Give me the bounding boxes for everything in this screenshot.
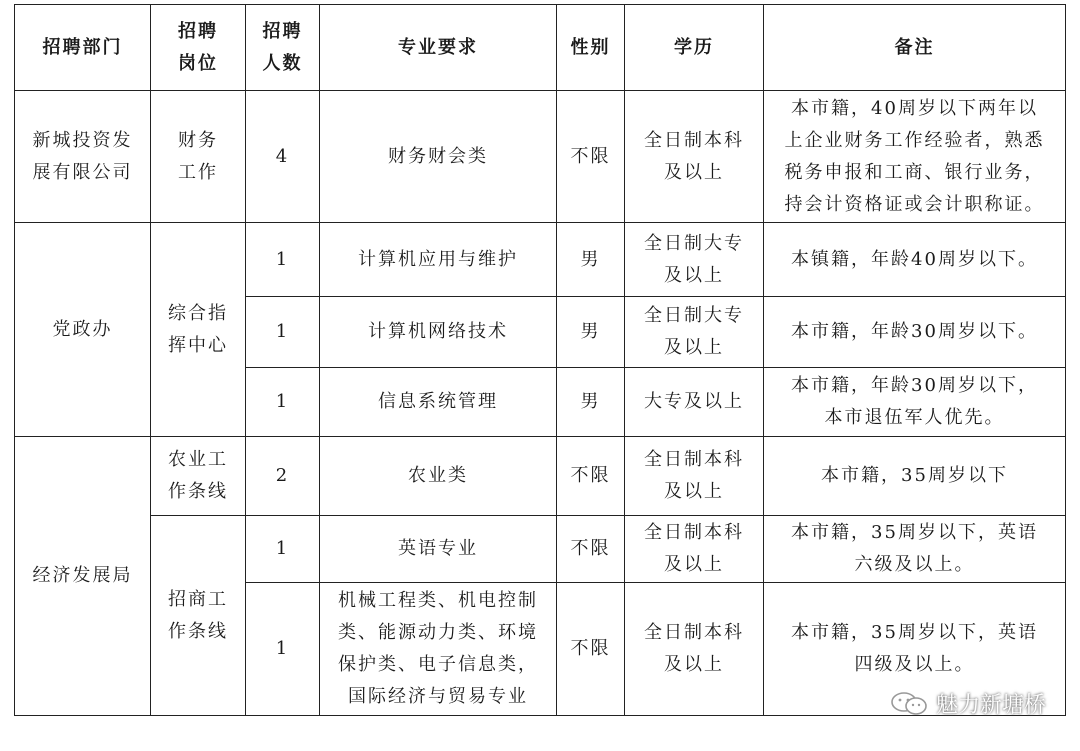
gender-cell: 不限 [557,516,625,583]
count-cell: 1 [246,368,320,437]
cell-line: 综合指 [168,302,228,324]
cell-line: 全日制大专 [644,305,744,326]
count-cell: 4 [246,91,320,223]
table-row [15,516,1066,583]
cell-line: 及以上 [664,161,724,183]
cell-line: 本市籍，年龄30周岁以下。 [791,321,1038,342]
gender-cell: 男 [557,368,625,437]
header-post [151,5,246,91]
count-cell: 1 [246,223,320,297]
header-count-line: 招聘 [262,20,303,42]
cell-line: 全日制本科 [644,622,744,643]
cell-line: 机械工程类、机电控制 [338,590,538,611]
header-dept: 招聘部门 [15,5,151,91]
cell-line: 挥中心 [168,334,228,356]
cell-line: 持会计资格证或会计职称证。 [784,193,1045,215]
cell-line: 本市籍，年龄30周岁以下， [791,375,1038,396]
edu-cell [625,91,764,223]
cell-line: 本市籍，40周岁以下两年以 [791,97,1038,119]
cell-line: 本镇籍，年龄40周岁以下。 [791,248,1038,270]
cell-line: 税务申报和工商、银行业务， [784,161,1045,183]
cell-line: 及以上 [664,337,724,358]
gender-cell: 不限 [557,91,625,223]
edu-cell [625,223,764,297]
cell-line: 招商工 [168,588,228,610]
cell-line: 党政办 [52,318,113,340]
cell-line: 类、能源动力类、环境 [338,622,538,643]
cell-line: 本市籍，35周岁以下，英语 [791,522,1038,543]
dept-cell [15,223,151,437]
cell-line: 作条线 [168,620,228,642]
header-row [15,5,1066,91]
cell-line: 及以上 [664,264,724,286]
cell-line: 六级及以上。 [854,554,975,575]
cell-line: 本市籍，35周岁以下，英语 [791,622,1038,643]
edu-cell [625,297,764,368]
header-edu: 学历 [625,5,764,91]
cell-line: 英语专业 [398,538,478,559]
count-cell: 1 [246,583,320,716]
dept-cell [15,91,151,223]
header-gender: 性别 [557,5,625,91]
cell-line: 及以上 [664,481,724,502]
cell-line: 全日制本科 [644,449,744,470]
count-cell: 2 [246,437,320,516]
table-row [15,437,1066,516]
cell-line: 大专及以上 [644,391,744,412]
major-cell [320,91,557,223]
cell-line: 本市籍，35周岁以下 [821,465,1008,486]
gender-cell: 男 [557,297,625,368]
cell-line: 财务 [178,129,218,151]
header-major: 专业要求 [320,5,557,91]
cell-line: 经济发展局 [32,565,133,586]
table-row [15,223,1066,297]
note-cell [764,223,1066,297]
gender-cell: 不限 [557,583,625,716]
cell-line: 保护类、电子信息类， [338,654,538,675]
cell-line: 展有限公司 [32,161,133,183]
cell-line: 工作 [178,161,218,183]
gender-cell: 男 [557,223,625,297]
recruitment-table [14,4,1066,716]
major-cell [320,223,557,297]
edu-cell [625,583,764,716]
count-cell: 1 [246,516,320,583]
dept-cell [15,437,151,716]
header-note: 备注 [764,5,1066,91]
cell-line: 本市退伍军人优先。 [824,407,1005,428]
edu-cell [625,368,764,437]
cell-line: 农业工 [168,449,228,470]
gender-cell: 不限 [557,437,625,516]
major-cell [320,368,557,437]
count-cell: 1 [246,297,320,368]
cell-line: 全日制本科 [644,522,744,543]
note-cell [764,437,1066,516]
cell-line: 四级及以上。 [854,654,975,675]
header-count [246,5,320,91]
note-cell [764,516,1066,583]
cell-line: 及以上 [664,554,724,575]
cell-line: 国际经济与贸易专业 [348,686,528,707]
cell-line: 信息系统管理 [378,391,498,412]
major-cell [320,583,557,716]
major-cell [320,437,557,516]
cell-line: 财务财会类 [388,145,488,167]
cell-line: 及以上 [664,654,724,675]
edu-cell [625,437,764,516]
header-count-line: 人数 [262,52,303,74]
major-cell [320,297,557,368]
watermark-text: 魅力新塘桥 [935,693,1046,718]
post-cell [151,223,246,437]
post-cell [151,437,246,516]
note-cell [764,91,1066,223]
cell-line: 计算机网络技术 [368,321,508,342]
table-row [15,91,1066,223]
cell-line: 作条线 [168,481,228,502]
edu-cell [625,516,764,583]
cell-line: 全日制本科 [644,129,744,151]
post-cell [151,91,246,223]
note-cell [764,368,1066,437]
note-cell [764,297,1066,368]
cell-line: 农业类 [408,465,468,486]
major-cell [320,516,557,583]
cell-line: 上企业财务工作经验者，熟悉 [784,129,1045,151]
cell-line: 全日制大专 [644,232,744,254]
post-cell [151,516,246,716]
header-post-line: 招聘 [178,20,218,42]
wechat-icon [890,691,930,717]
cell-line: 新城投资发 [32,129,133,151]
watermark [890,688,1046,719]
cell-line: 计算机应用与维护 [358,248,518,270]
header-post-line: 岗位 [178,52,218,74]
